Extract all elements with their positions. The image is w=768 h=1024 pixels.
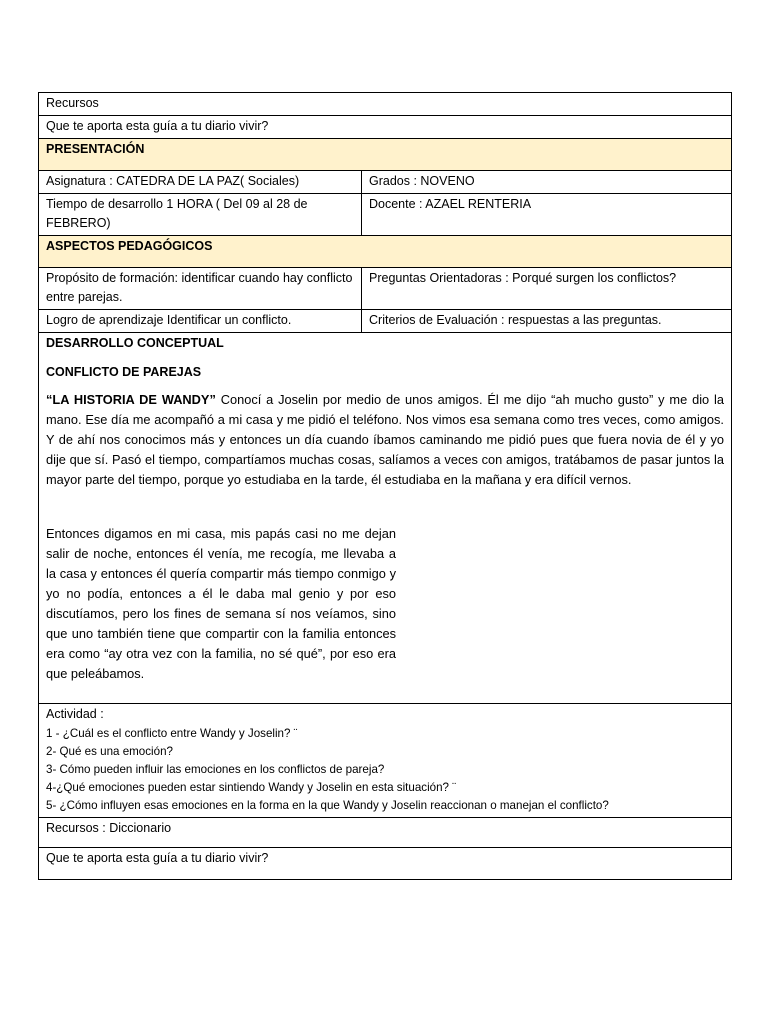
desarrollo-cell xyxy=(39,333,732,704)
recursos-diccionario-row xyxy=(39,818,732,848)
actividad-cell xyxy=(39,704,732,818)
preguntas-cell: Preguntas Orientadoras : Porqué surgen los conflictos? xyxy=(362,268,732,310)
asignatura-row xyxy=(39,171,732,194)
proposito-row xyxy=(39,268,732,310)
actividad-item-5: 5- ¿Cómo influyen esas emociones en la forma en la que Wandy y Joselin reaccionan o manejan el conflicto? xyxy=(46,799,609,812)
conflicto-subheading: CONFLICTO DE PAREJAS xyxy=(46,365,202,379)
actividad-item-3: 3- Cómo pueden influir las emociones en los conflictos de pareja? xyxy=(46,763,385,776)
bottom-question-cell: Que te aporta esta guía a tu diario vivir? xyxy=(39,848,732,880)
desarrollo-heading: DESARROLLO CONCEPTUAL xyxy=(46,336,224,350)
logro-row xyxy=(39,310,732,333)
docente-cell: Docente : AZAEL RENTERIA xyxy=(362,194,732,236)
grados-cell: Grados : NOVENO xyxy=(362,171,732,194)
aspectos-header-row xyxy=(39,236,732,268)
recursos-cell: Recursos xyxy=(39,93,732,116)
story-title: “LA HISTORIA DE WANDY” xyxy=(46,392,216,407)
actividad-heading: Actividad : xyxy=(46,707,104,721)
story-paragraph-1 xyxy=(46,390,724,490)
recursos-row xyxy=(39,93,732,116)
recursos-diccionario-cell: Recursos : Diccionario xyxy=(39,818,732,848)
proposito-cell: Propósito de formación: identificar cuando hay conflicto entre parejas. xyxy=(39,268,362,310)
presentacion-heading: PRESENTACIÓN xyxy=(39,139,732,171)
aspectos-heading: ASPECTOS PEDAGÓGICOS xyxy=(39,236,732,268)
tiempo-row xyxy=(39,194,732,236)
actividad-item-4: 4-¿Qué emociones pueden estar sintiendo Wandy y Joselin en esta situación? ¨ xyxy=(46,781,457,794)
bottom-question-row xyxy=(39,848,732,880)
presentacion-header-row xyxy=(39,139,732,171)
question-cell: Que te aporta esta guía a tu diario vivir? xyxy=(39,116,732,139)
question-row xyxy=(39,116,732,139)
lesson-plan-table xyxy=(38,92,732,880)
criterios-cell: Criterios de Evaluación : respuestas a las preguntas. xyxy=(362,310,732,333)
actividad-item-2: 2- Qué es una emoción? xyxy=(46,745,173,758)
asignatura-cell: Asignatura : CATEDRA DE LA PAZ( Sociales) xyxy=(39,171,362,194)
tiempo-cell: Tiempo de desarrollo 1 HORA ( Del 09 al 28 de FEBRERO) xyxy=(39,194,362,236)
desarrollo-row xyxy=(39,333,732,704)
logro-cell: Logro de aprendizaje Identificar un conflicto. xyxy=(39,310,362,333)
actividad-item-1: 1 - ¿Cuál es el conflicto entre Wandy y Joselin? ¨ xyxy=(46,727,298,740)
story-paragraph-2: Entonces digamos en mi casa, mis papás casi no me dejan salir de noche, entonces él venía, me recogía, me llevaba a la casa y entonces él quería compartir más tiempo conmigo y yo no podía, entonces a él le daba mal genio y por eso discutíamos, pero los fines de semana sí nos veíamos, sino que uno también tiene que compartir con la familia entonces era como “ay otra vez con la familia, no sé qué”, por eso era que peleábamos. xyxy=(46,526,396,681)
story-text-1: Conocí a Joselin por medio de unos amigos. Él me dijo “ah mucho gusto” y me dio la mano. Ese día me acompañó a mi casa y me pidió el teléfono. Nos vimos esa semana como tres veces, como amigos. Y de ahí nos conocimos más y entonces un día cuando íbamos caminando me pidió pues que fuera novia de él y yo dije que sí. Pasó el tiempo, compartíamos muchas cosas, salíamos a veces con amigos, tratábamos de pasar juntos la mayor parte del tiempo, porque yo estudiaba en la tarde, él estudiaba en la mañana y era difícil vernos. xyxy=(46,392,724,487)
actividad-row xyxy=(39,704,732,818)
